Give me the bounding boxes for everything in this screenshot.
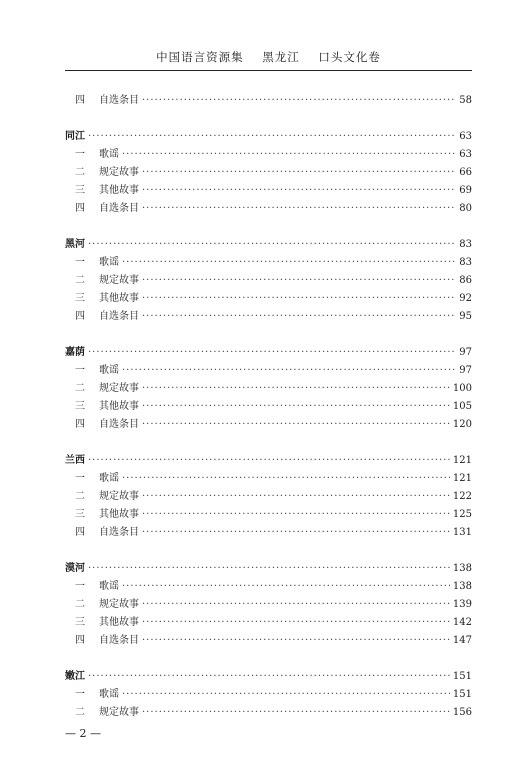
dot-leader xyxy=(88,128,456,146)
toc-page-number: 151 xyxy=(452,671,472,682)
toc-entry-title: 自选条目 xyxy=(99,419,139,430)
header-volume: 口头文化卷 xyxy=(318,50,381,64)
toc-entry-number: 二 xyxy=(75,383,85,394)
toc-entry[interactable] xyxy=(65,578,472,596)
toc-section-heading[interactable] xyxy=(65,668,472,686)
toc-entry[interactable] xyxy=(65,524,472,542)
toc-entry-number: 三 xyxy=(75,401,85,412)
toc-page-number: 138 xyxy=(452,581,472,592)
toc-entry-title: 规定故事 xyxy=(99,383,139,394)
dot-leader xyxy=(142,164,456,182)
toc-entry-number: 二 xyxy=(75,491,85,502)
toc-entry-title: 自选条目 xyxy=(99,203,139,214)
toc-entry-title: 规定故事 xyxy=(99,491,139,502)
toc-section-title: 漠河 xyxy=(65,563,85,574)
dot-leader xyxy=(122,578,450,596)
dot-leader xyxy=(122,254,456,272)
toc-section xyxy=(65,344,472,434)
toc-entry-title: 其他故事 xyxy=(99,401,139,412)
toc-page-number: 69 xyxy=(459,185,472,196)
toc-page-number: 131 xyxy=(452,527,472,538)
toc-entry[interactable] xyxy=(65,200,472,218)
toc-entry[interactable] xyxy=(65,596,472,614)
toc-entry-number: 四 xyxy=(75,527,85,538)
toc-section xyxy=(65,452,472,542)
toc-page-number: 63 xyxy=(459,149,472,160)
toc-page-number: 125 xyxy=(452,509,472,520)
toc-section-heading[interactable] xyxy=(65,236,472,254)
toc-page-number: 121 xyxy=(452,455,472,466)
dot-leader xyxy=(122,686,450,704)
toc-section xyxy=(65,668,472,722)
toc-entry[interactable] xyxy=(65,470,472,488)
toc-entry-number: 二 xyxy=(75,707,85,718)
toc-section-title: 同江 xyxy=(65,131,85,142)
dot-leader xyxy=(142,398,450,416)
toc-entry-title: 歌谣 xyxy=(99,365,119,376)
dot-leader xyxy=(142,488,450,506)
toc-entry[interactable] xyxy=(65,272,472,290)
toc-page-number: 58 xyxy=(459,95,472,106)
toc-entry[interactable] xyxy=(65,632,472,650)
toc-entry-title: 规定故事 xyxy=(99,599,139,610)
toc-section-title: 嘉荫 xyxy=(65,347,85,358)
toc-entry-number: 三 xyxy=(75,617,85,628)
toc-page-number: 156 xyxy=(452,707,472,718)
toc-entry-title: 其他故事 xyxy=(99,293,139,304)
toc-entry-number: 二 xyxy=(75,599,85,610)
toc-entry-title: 规定故事 xyxy=(99,275,139,286)
header-rule xyxy=(65,70,472,71)
toc-entry-title: 其他故事 xyxy=(99,617,139,628)
toc-entry-title: 自选条目 xyxy=(99,527,139,538)
dot-leader xyxy=(142,632,450,650)
dot-leader xyxy=(88,560,450,578)
dot-leader xyxy=(142,200,456,218)
toc-entry-title: 规定故事 xyxy=(99,707,139,718)
toc-entry-title: 其他故事 xyxy=(99,509,139,520)
toc-page-number: 97 xyxy=(459,365,472,376)
toc-section-heading[interactable] xyxy=(65,452,472,470)
toc-entry-number: 二 xyxy=(75,275,85,286)
toc-page-number: 80 xyxy=(459,203,472,214)
dot-leader xyxy=(122,470,450,488)
toc-entry[interactable] xyxy=(65,146,472,164)
toc-page-number: 105 xyxy=(452,401,472,412)
toc-page-number: 97 xyxy=(459,347,472,358)
toc-entry-number: 一 xyxy=(75,581,85,592)
dot-leader xyxy=(88,668,450,686)
dot-leader xyxy=(122,362,456,380)
toc-entry-number: 一 xyxy=(75,149,85,160)
toc-entry-title: 歌谣 xyxy=(99,257,119,268)
toc-page-number: 142 xyxy=(452,617,472,628)
toc-section-heading[interactable] xyxy=(65,128,472,146)
toc-entry[interactable] xyxy=(65,686,472,704)
dot-leader xyxy=(122,146,456,164)
page-number: — 2 — xyxy=(65,727,101,740)
toc-entry-title: 自选条目 xyxy=(99,95,139,106)
header-book-title: 中国语言资源集 xyxy=(156,50,244,64)
running-header xyxy=(65,49,472,65)
dot-leader xyxy=(142,416,450,434)
toc-entry-title: 自选条目 xyxy=(99,635,139,646)
toc-page-number: 147 xyxy=(452,635,472,646)
toc-entry[interactable] xyxy=(65,308,472,326)
toc-entry-number: 四 xyxy=(75,203,85,214)
dot-leader xyxy=(88,236,456,254)
dot-leader xyxy=(142,380,450,398)
toc-entry[interactable] xyxy=(65,182,472,200)
toc-section-title: 嫩江 xyxy=(65,671,85,682)
toc-entry[interactable] xyxy=(65,614,472,632)
toc-entry-title: 其他故事 xyxy=(99,185,139,196)
toc-section xyxy=(65,236,472,326)
toc-entry[interactable] xyxy=(65,488,472,506)
toc-entry-number: 三 xyxy=(75,293,85,304)
toc-page-number: 66 xyxy=(459,167,472,178)
toc-entry[interactable] xyxy=(65,704,472,722)
toc-entry-number: 一 xyxy=(75,257,85,268)
toc-entry-number: 二 xyxy=(75,167,85,178)
toc-entry-number: 三 xyxy=(75,185,85,196)
toc-entry-number: 一 xyxy=(75,473,85,484)
dot-leader xyxy=(142,524,450,542)
toc-page-number: 139 xyxy=(452,599,472,610)
toc-page-number: 95 xyxy=(459,311,472,322)
toc-page-number: 121 xyxy=(452,473,472,484)
toc-entry[interactable] xyxy=(65,416,472,434)
toc-entry-number: 三 xyxy=(75,509,85,520)
toc-page-number: 100 xyxy=(452,383,472,394)
toc-entry[interactable] xyxy=(65,398,472,416)
toc-entry[interactable] xyxy=(65,164,472,182)
toc-section-heading[interactable] xyxy=(65,344,472,362)
toc-page-number: 83 xyxy=(459,239,472,250)
dot-leader xyxy=(142,596,450,614)
dot-leader xyxy=(142,92,456,110)
toc-page-number: 63 xyxy=(459,131,472,142)
dot-leader xyxy=(142,614,450,632)
toc-entry-number: 四 xyxy=(75,95,85,106)
toc-entry[interactable] xyxy=(65,254,472,272)
toc-entry-number: 四 xyxy=(75,419,85,430)
toc-section-title: 兰西 xyxy=(65,455,85,466)
toc-page-number: 92 xyxy=(459,293,472,304)
toc-entry-title: 歌谣 xyxy=(99,149,119,160)
dot-leader xyxy=(142,182,456,200)
toc-entry-title: 歌谣 xyxy=(99,473,119,484)
toc-entry[interactable] xyxy=(65,380,472,398)
dot-leader xyxy=(142,290,456,308)
toc-page-number: 122 xyxy=(452,491,472,502)
toc-entry-title: 歌谣 xyxy=(99,581,119,592)
toc-section-heading[interactable] xyxy=(65,560,472,578)
toc-section xyxy=(65,92,472,110)
toc-entry-number: 四 xyxy=(75,635,85,646)
toc-page-number: 138 xyxy=(452,563,472,574)
header-region: 黑龙江 xyxy=(262,50,300,64)
dot-leader xyxy=(88,344,456,362)
table-of-contents xyxy=(65,92,472,722)
toc-entry-title: 自选条目 xyxy=(99,311,139,322)
toc-section xyxy=(65,128,472,218)
toc-entry-number: 一 xyxy=(75,365,85,376)
toc-entry-number: 四 xyxy=(75,311,85,322)
toc-section-title: 黑河 xyxy=(65,239,85,250)
toc-entry-title: 歌谣 xyxy=(99,689,119,700)
dot-leader xyxy=(142,704,450,722)
dot-leader xyxy=(88,452,450,470)
toc-section xyxy=(65,560,472,650)
toc-entry-number: 一 xyxy=(75,689,85,700)
toc-page-number: 120 xyxy=(452,419,472,430)
toc-entry[interactable] xyxy=(65,506,472,524)
dot-leader xyxy=(142,308,456,326)
toc-page-number: 151 xyxy=(452,689,472,700)
toc-page-number: 83 xyxy=(459,257,472,268)
toc-entry-title: 规定故事 xyxy=(99,167,139,178)
toc-page-number: 86 xyxy=(459,275,472,286)
toc-entry[interactable] xyxy=(65,92,472,110)
dot-leader xyxy=(142,506,450,524)
toc-entry[interactable] xyxy=(65,290,472,308)
dot-leader xyxy=(142,272,456,290)
toc-entry[interactable] xyxy=(65,362,472,380)
